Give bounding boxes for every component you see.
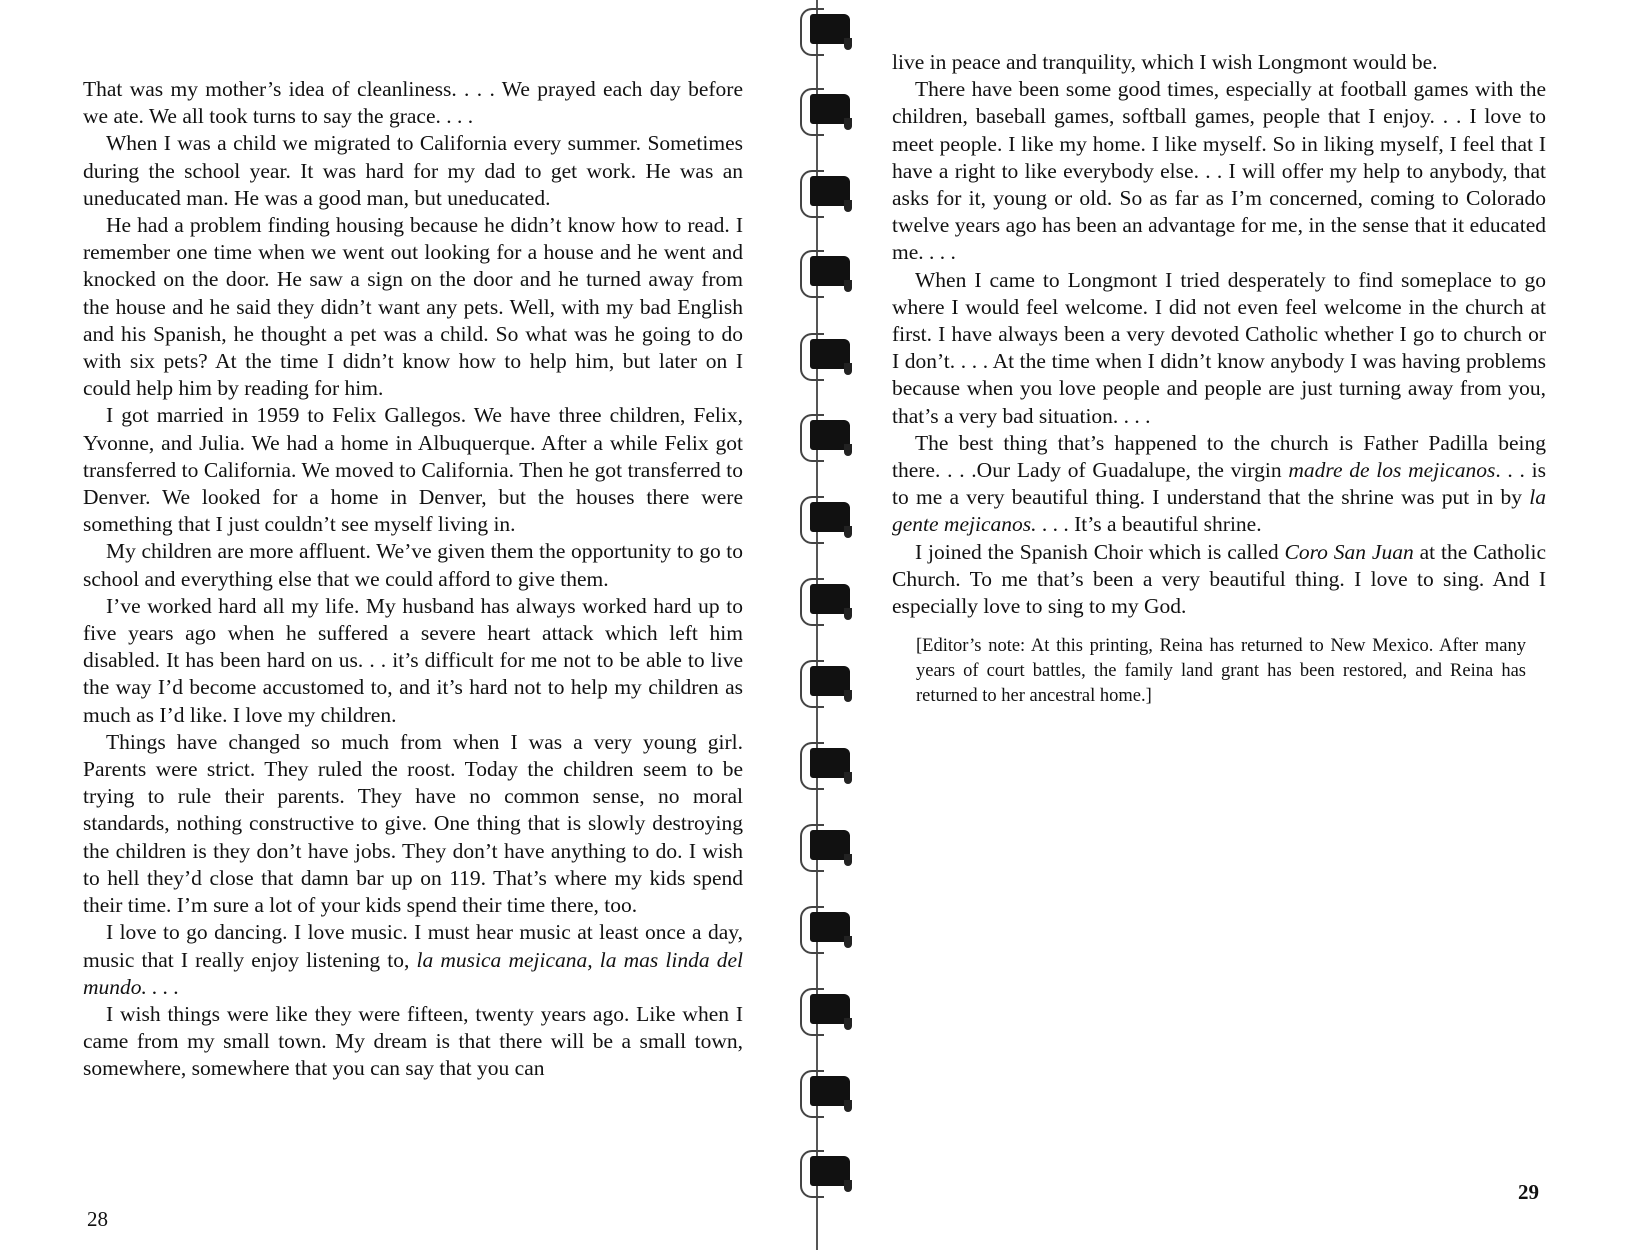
editor-note: [Editor’s note: At this printing, Reina has returned to New Mexico. After many years of court battles, the family land grant has been restored, and Reina has returned to her ancestral home.] <box>916 636 1526 707</box>
paragraph: My children are more affluent. We’ve given them the opportunity to go to school and everything else that we could afford to give them. <box>83 539 743 591</box>
right-page-body <box>892 49 1546 709</box>
paragraph: There have been some good times, especially at football games with the children, baseball games, softball games, people that I enjoy. . . I love to meet people. I like my home. I like myself. So in liking myself, I feel that I have a right to like everybody else. . . I will offer my help to anybody, that asks for it, young or old. So as far as I’m concerned, coming to Colorado twelve years ago has been an advantage for me, in the sense that it educated me. . . . <box>892 77 1546 265</box>
paragraph-text: I joined the Spanish Choir which is called <box>915 539 1285 564</box>
paragraph: I got married in 1959 to Felix Gallegos. We have three children, Felix, Yvonne, and Julia. We had a home in Albuquerque. After a while Felix got transferred to California. We moved to California. Then he got transferred to Denver. We looked for a home in Denver, but the houses there were something that I just couldn’t see myself living in. <box>83 403 743 537</box>
paragraph-text: at the Catholic Church. To me that’s been a very beautiful thing. I love to sing. And I especially love to sing to my God. <box>892 539 1546 619</box>
paragraph: When I was a child we migrated to California every summer. Sometimes during the school year. It was hard for my dad to get work. He was an uneducated man. He was a good man, but uneducated. <box>83 131 743 210</box>
italic-phrase: madre de los mejicanos <box>1288 458 1496 483</box>
binding-coil <box>800 250 852 294</box>
paragraph-text: I love to go dancing. I love music. I must hear music at least once a day, music that I really enjoy listening to, <box>83 920 743 972</box>
binding-coil <box>800 1070 852 1114</box>
binding-coil <box>800 1150 852 1194</box>
paragraph <box>892 430 1546 539</box>
binding-coil <box>800 906 852 950</box>
paragraph: live in peace and tranquility, which I wish Longmont would be. <box>892 50 1438 74</box>
right-page <box>860 0 1632 1250</box>
binding-coil <box>800 660 852 704</box>
binding-coil <box>800 988 852 1032</box>
binding-coil <box>800 88 852 132</box>
paragraph: I’ve worked hard all my life. My husband has always worked hard up to five years ago when he suffered a severe heart attack which left him disabled. It has been hard on us. . . it’s difficult for me not to be able to live the way I’d become accustomed to, and it’s hard not to help my children as much as I’d like. I love my children. <box>83 593 743 727</box>
binding-coil <box>800 578 852 622</box>
paragraph: I wish things were like they were fifteen, twenty years ago. Like when I came from my small town. My dream is that there will be a small town, somewhere, somewhere that you can say that you can <box>83 1001 743 1081</box>
paragraph-text: The best thing that’s happened to the church is Father Padilla being there. . . .Our Lady of Guadalupe, the virgin <box>892 430 1546 483</box>
paragraph: When I came to Longmont I tried desperately to find someplace to go where I would feel welcome. I did not even feel welcome in the church at first. I have always been a very devoted Catholic whether I go to church or I don’t. . . . At the time when I didn’t know anybody I was having problems because when you love people and people are just turning away from you, that’s a very bad situation. . . . <box>892 267 1546 428</box>
paragraph: That was my mother’s idea of cleanliness. . . . We prayed each day before we ate. We all took turns to say the grace. . . . <box>83 77 743 129</box>
binding-coil <box>800 333 852 377</box>
binding-coil <box>800 170 852 214</box>
italic-phrase: Coro San Juan <box>1284 539 1414 564</box>
binding-coil <box>800 496 852 540</box>
binding-coil <box>800 742 852 786</box>
binding-coil <box>800 414 852 458</box>
paragraph <box>892 539 1546 621</box>
paragraph: He had a problem finding housing because he didn’t know how to read. I remember one time when we went out looking for a house and he went and knocked on the door. He saw a sign on the door and he turned away from the house and he said they didn’t want any pets. Well, with my bad English and his Spanish, he thought a pet was a child. So what was he going to do with six pets? At the time I didn’t know how to help him, but later on I could help him by reading for him. <box>83 213 743 401</box>
binding-coil <box>800 824 852 868</box>
paragraph-text: . . . is to me a very beautiful thing. I understand that the shrine was put in by <box>892 458 1546 510</box>
page-number: 28 <box>87 1207 108 1231</box>
italic-phrase: la gente mejicanos. <box>892 485 1546 537</box>
italic-phrase: la musica mejicana, la mas linda del mundo. . . . <box>83 947 743 999</box>
paragraph-text: . . . It’s a beautiful shrine. <box>1036 512 1262 537</box>
spiral-binding <box>780 0 860 1250</box>
paragraph: Things have changed so much from when I was a very young girl. Parents were strict. They ruled the roost. Today the children seem to be trying to rule their parents. They have no common sense, no moral standards, nothing constructive to give. One thing that is slowly destroying the children is they don’t have jobs. They don’t have anything to do. I wish to hell they’d close that damn bar up on 119. That’s where my kids spend their time. I’m sure a lot of your kids spend their time there, too. <box>83 729 743 918</box>
left-page <box>0 0 780 1250</box>
binding-coil <box>800 8 852 52</box>
paragraph <box>83 919 743 1001</box>
left-page-body <box>83 76 743 1083</box>
page-number: 29 <box>1518 1180 1539 1204</box>
